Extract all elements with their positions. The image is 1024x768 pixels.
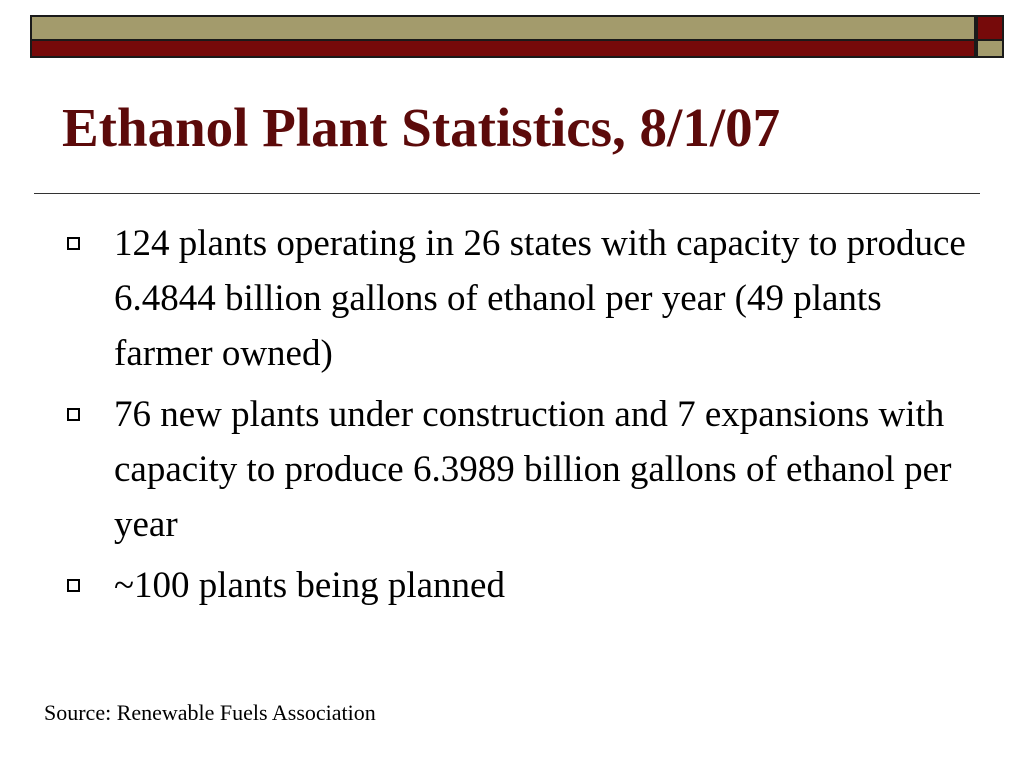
hollow-square-icon (67, 237, 80, 250)
bullet-list (62, 216, 972, 619)
source-citation: Source: Renewable Fuels Association (44, 700, 376, 725)
bullet-text: 124 plants operating in 26 states with capacity to produce 6.4844 billion gallons of ethanol per year (49 plants farmer owned) (114, 223, 966, 374)
title-divider (34, 193, 980, 194)
bullet-text: 76 new plants under construction and 7 expansions with capacity to produce 6.3989 billion gallons of ethanol per year (114, 394, 952, 545)
bullet-item (62, 387, 972, 552)
slide-title: Ethanol Plant Statistics, 8/1/07 (62, 97, 781, 158)
hollow-square-icon (67, 579, 80, 592)
header-square-maroon (976, 15, 1004, 41)
header-square-olive (976, 41, 1004, 58)
hollow-square-icon (67, 408, 80, 421)
bullet-item (62, 558, 972, 613)
header-bar-maroon (30, 41, 976, 58)
bullet-text: ~100 plants being planned (114, 565, 505, 606)
bullet-item (62, 216, 972, 381)
header-bar-olive (30, 15, 976, 41)
